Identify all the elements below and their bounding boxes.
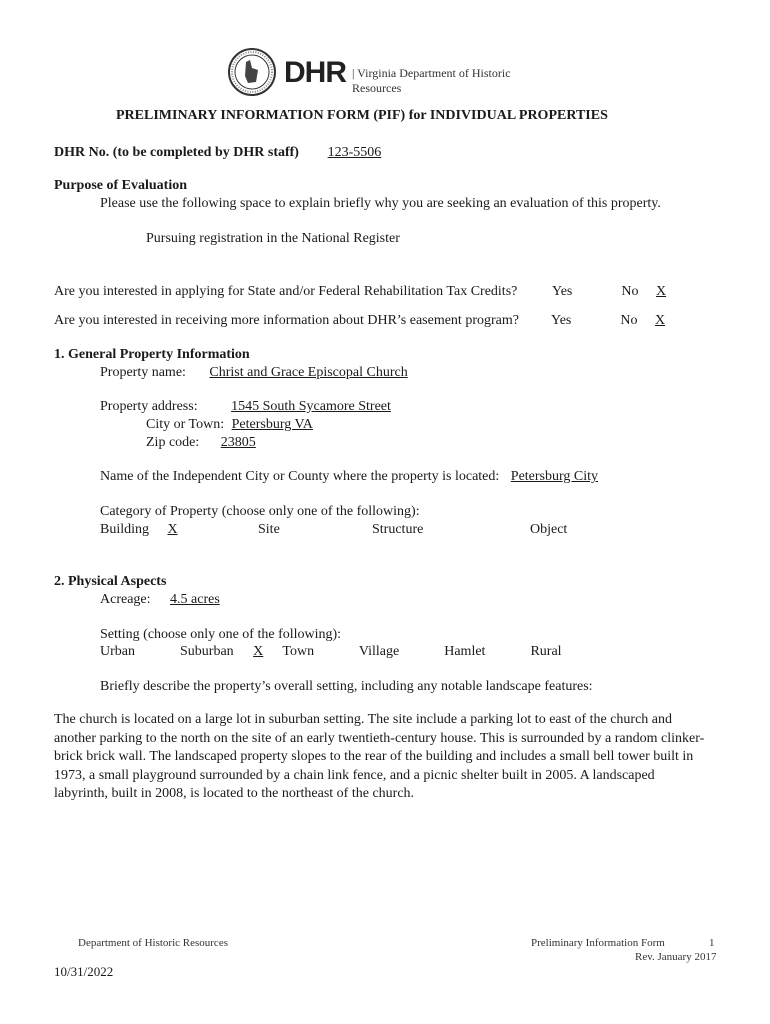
category-object[interactable] <box>530 522 609 538</box>
footer-revision: Rev. January 2017 <box>635 951 717 963</box>
purpose-heading: Purpose of Evaluation <box>54 178 188 193</box>
question-easement: Are you interested in receiving more information about DHR’s easement program? <box>54 313 519 328</box>
purpose-instruction: Please use the following space to explain briefly why you are seeking an evaluation of this property. <box>100 196 661 211</box>
county-field[interactable]: Petersburg City <box>510 469 599 484</box>
category-site[interactable] <box>258 522 321 538</box>
footer-left: Department of Historic Resources <box>78 937 228 949</box>
dhr-logo <box>228 48 558 98</box>
question-tax-credits: Are you interested in applying for State and/or Federal Rehabilitation Tax Credits? <box>54 284 518 299</box>
property-address-label: Property address: <box>100 399 198 414</box>
dhr-number-row <box>54 145 402 161</box>
zip-row <box>146 435 383 451</box>
easement-yes-label: Yes <box>551 313 572 328</box>
easement-options <box>551 313 679 329</box>
setting-town-label: Town <box>282 644 315 659</box>
acreage-row <box>100 592 456 608</box>
county-label: Name of the Independent City or County where the property is located: <box>100 469 500 484</box>
setting-urban-label: Urban <box>100 644 135 659</box>
acreage-field[interactable]: 4.5 acres <box>170 592 220 607</box>
tax-credits-options <box>552 284 680 300</box>
property-name-label: Property name: <box>100 365 186 380</box>
category-structure-label: Structure <box>372 522 424 537</box>
document-date: 10/31/2022 <box>54 964 114 979</box>
category-label: Category of Property (choose only one of the following): <box>100 504 420 519</box>
category-site-label: Site <box>258 522 280 537</box>
general-heading: 1. General Property Information <box>54 347 250 362</box>
form-title: PRELIMINARY INFORMATION FORM (PIF) for INDIVIDUAL PROPERTIES <box>116 108 608 123</box>
purpose-answer[interactable]: Pursuing registration in the National Register <box>146 231 400 246</box>
setting-rural-label: Rural <box>530 644 562 659</box>
setting-village-label: Village <box>358 644 400 659</box>
zip-field[interactable]: 23805 <box>220 435 256 450</box>
city-field[interactable]: Petersburg VA <box>231 417 313 432</box>
county-row <box>100 469 639 485</box>
dhr-number-field[interactable]: 123-5506 <box>327 145 382 160</box>
tax-credits-no-label: No <box>621 284 639 299</box>
zip-label: Zip code: <box>146 435 200 450</box>
easement-no-field[interactable]: X <box>654 313 666 328</box>
tax-credits-yes-label: Yes <box>552 284 573 299</box>
acreage-label: Acreage: <box>100 592 151 607</box>
virginia-seal-icon <box>228 48 276 96</box>
physical-heading: 2. Physical Aspects <box>54 574 167 589</box>
category-building[interactable] <box>100 522 193 538</box>
category-building-label: Building <box>100 522 150 537</box>
describe-label: Briefly describe the property’s overall setting, including any notable landscape features: <box>100 679 593 694</box>
category-building-field[interactable]: X <box>167 522 178 537</box>
tax-credits-no-field[interactable]: X <box>655 284 667 299</box>
easement-no-label: No <box>620 313 638 328</box>
property-address-row <box>100 399 699 415</box>
setting-suburban-label: Suburban <box>180 644 234 659</box>
category-structure[interactable] <box>372 522 465 538</box>
footer-form-title: Preliminary Information Form <box>531 937 665 949</box>
dhr-number-label: DHR No. (to be completed by DHR staff) <box>54 145 299 160</box>
city-row <box>146 417 433 433</box>
category-object-label: Object <box>530 522 568 537</box>
logo-text: DHR <box>284 56 346 89</box>
property-name-row <box>100 365 675 381</box>
city-label: City or Town: <box>146 417 225 432</box>
setting-hamlet-label: Hamlet <box>444 644 486 659</box>
setting-options <box>100 644 592 660</box>
setting-label: Setting (choose only one of the following): <box>100 627 342 642</box>
property-name-field[interactable]: Christ and Grace Episcopal Church <box>209 365 408 380</box>
setting-description[interactable]: The church is located on a large lot in suburban setting. The site include a parking lot to east of the church and another parking to the north on the site of an early twentieth-century house. This is surrounded by a random clinker-brick brick wall. The landscaped property slopes to the rear of the building and includes a small bell tower built in 1973, a small playground surrounded by a chain link fence, and a picnic shelter built in 2005. A landscaped labyrinth, built in 2008, is located to the northeast of the church. <box>54 712 705 801</box>
logo-subtitle: | Virginia Department of Historic Resources <box>352 66 511 95</box>
setting-suburban-field[interactable]: X <box>253 644 264 659</box>
page-number: 1 <box>709 937 715 949</box>
property-address-field[interactable]: 1545 South Sycamore Street <box>231 399 391 414</box>
